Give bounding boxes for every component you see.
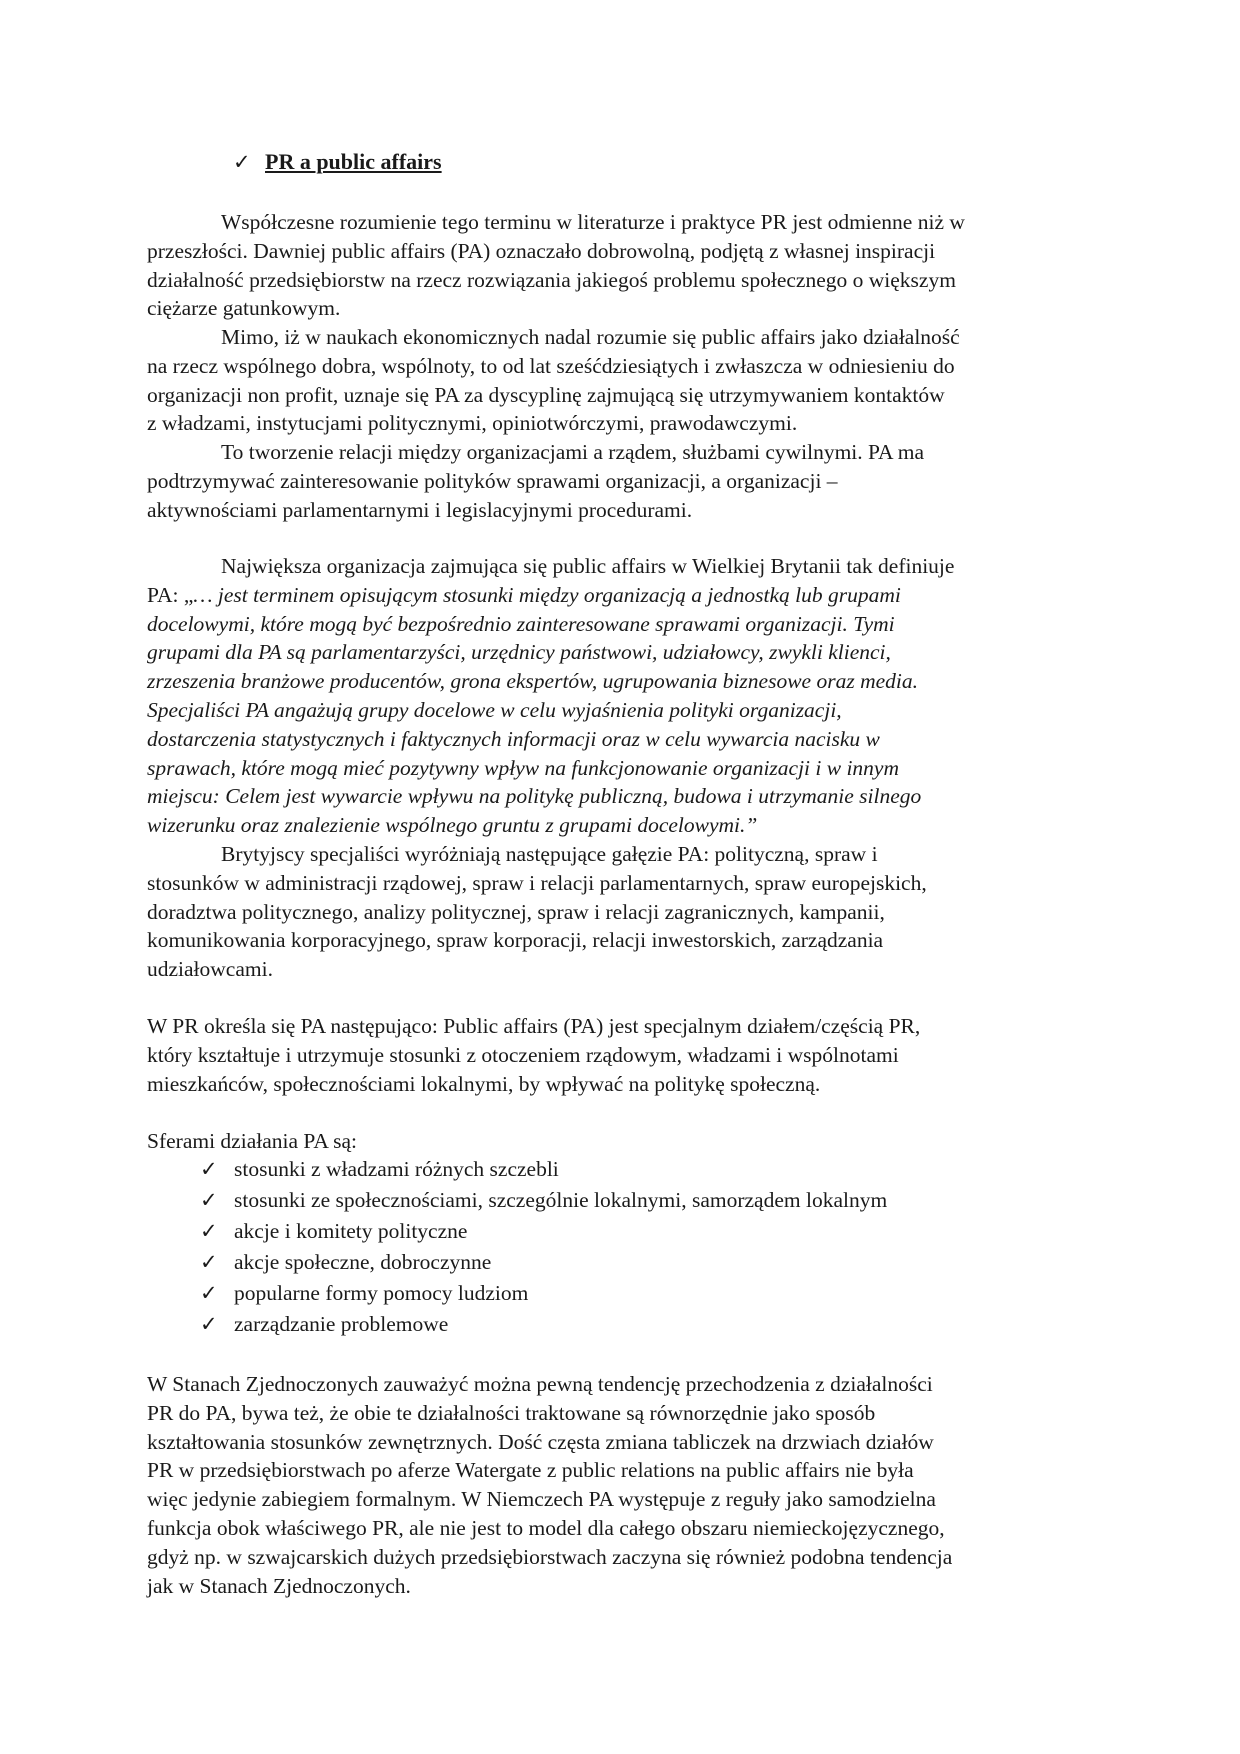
paragraph-2 bbox=[147, 323, 1087, 438]
checkmark-icon: ✓ bbox=[200, 1188, 218, 1212]
list-item bbox=[200, 1155, 1100, 1185]
paragraph-5 bbox=[147, 840, 1087, 984]
text-line: podtrzymywać zainteresowanie polityków sprawami organizacji, a organizacji – bbox=[147, 468, 838, 493]
text-line: przeszłości. Dawniej public affairs (PA) oznaczało dobrowolną, podjętą z własnej inspiracji bbox=[147, 238, 936, 263]
list-item bbox=[200, 1279, 1100, 1309]
text-line: PR w przedsiębiorstwach po aferze Watergate z public relations na public affairs nie była bbox=[147, 1458, 914, 1483]
quote-text: … jest terminem opisującym stosunki między organizacją a jednostką lub grupami bbox=[193, 582, 901, 607]
paragraph-6 bbox=[147, 1012, 1087, 1098]
quote-line: sprawach, które mogą mieć pozytywny wpływ na funkcjonowanie organizacji i w innym bbox=[147, 755, 900, 780]
heading-text: PR a public affairs bbox=[265, 149, 442, 174]
text-line: To tworzenie relacji między organizacjami a rządem, służbami cywilnymi. PA ma bbox=[221, 440, 924, 464]
text-line: gdyż np. w szwajcarskich dużych przedsiębiorstwach zaczyna się również podobna tendencja bbox=[147, 1544, 953, 1569]
text-line: Mimo, iż w naukach ekonomicznych nadal rozumie się public affairs jako działalność bbox=[221, 325, 960, 349]
checkmark-icon: ✓ bbox=[200, 1281, 218, 1305]
quote-line: miejscu: Celem jest wywarcie wpływu na politykę publiczną, budowa i utrzymanie silnego bbox=[147, 784, 922, 809]
text-line: PR do PA, bywa też, że obie te działalności traktowane są równorzędnie jako sposób bbox=[147, 1400, 876, 1425]
list-item-text: stosunki z władzami różnych szczebli bbox=[234, 1157, 559, 1181]
section-heading bbox=[233, 148, 442, 177]
paragraph-1 bbox=[147, 208, 1087, 323]
text-line: W Stanach Zjednoczonych zauważyć można pewną tendencję przechodzenia z działalności bbox=[147, 1372, 933, 1396]
text-line: funkcja obok właściwego PR, ale nie jest to model dla całego obszaru niemieckojęzycznego, bbox=[147, 1515, 945, 1540]
text-line: kształtowania stosunków zewnętrznych. Dość częsta zmiana tabliczek na drzwiach działów bbox=[147, 1429, 934, 1454]
quote-line: wizerunku oraz znalezienie wspólnego gruntu z grupami docelowymi.” bbox=[147, 813, 758, 838]
checkmark-icon: ✓ bbox=[233, 150, 251, 174]
list-item bbox=[200, 1310, 1100, 1340]
text-line: aktywnościami parlamentarnymi i legislacyjnymi procedurami. bbox=[147, 497, 693, 522]
paragraph-4 bbox=[147, 552, 1087, 840]
list-item bbox=[200, 1248, 1100, 1278]
text-line: mieszkańców, społecznościami lokalnymi, by wpływać na politykę społeczną. bbox=[147, 1071, 821, 1096]
text-line: Brytyjscy specjaliści wyróżniają następujące gałęzie PA: polityczną, spraw i bbox=[221, 842, 878, 866]
quote-line: grupami dla PA są parlamentarzyści, urzędnicy państwowi, udziałowcy, zwykli klienci, bbox=[147, 640, 891, 665]
list-item bbox=[200, 1217, 1100, 1247]
quote-prefix: PA: „ bbox=[147, 582, 194, 607]
list-item-text: stosunki ze społecznościami, szczególnie lokalnymi, samorządem lokalnym bbox=[234, 1188, 888, 1212]
text-line: doradztwa politycznego, analizy politycznej, spraw i relacji zagranicznych, kampanii, bbox=[147, 899, 885, 924]
quote-line: zrzeszenia branżowe producentów, grona ekspertów, ugrupowania biznesowe oraz media. bbox=[147, 669, 918, 694]
text-line: organizacji non profit, uznaje się PA za dyscyplinę zajmującą się utrzymywaniem kontaktów bbox=[147, 382, 945, 407]
text-line bbox=[147, 581, 1087, 610]
text-line: W PR określa się PA następująco: Public affairs (PA) jest specjalnym działem/częścią PR, bbox=[147, 1014, 921, 1038]
checkmark-icon: ✓ bbox=[200, 1219, 218, 1243]
list-item-text: akcje i komitety polityczne bbox=[234, 1219, 468, 1243]
quote-line: docelowymi, które mogą być bezpośrednio zainteresowane sprawami organizacji. Tymi bbox=[147, 611, 895, 636]
text-line: więc jedynie zabiegiem formalnym. W Niemczech PA występuje z reguły jako samodzielna bbox=[147, 1487, 936, 1512]
paragraph-3 bbox=[147, 438, 1087, 524]
text-line: na rzecz wspólnego dobra, wspólnoty, to od lat sześćdziesiątych i zwłaszcza w odniesieniu do bbox=[147, 353, 955, 378]
text-line: ciężarze gatunkowym. bbox=[147, 296, 341, 321]
text-line: działalność przedsiębiorstw na rzecz rozwiązania jakiegoś problemu społecznego o większym bbox=[147, 267, 956, 292]
list-item bbox=[200, 1186, 1100, 1216]
text-line: który kształtuje i utrzymuje stosunki z otoczeniem rządowym, władzami i wspólnotami bbox=[147, 1042, 899, 1067]
quote-line: dostarczenia statystycznych i faktycznych informacji oraz w celu wywarcia nacisku w bbox=[147, 726, 880, 751]
checkmark-icon: ✓ bbox=[200, 1312, 218, 1336]
list-item-text: popularne formy pomocy ludziom bbox=[234, 1281, 529, 1305]
text-line: jak w Stanach Zjednoczonych. bbox=[147, 1573, 411, 1598]
text-line: komunikowania korporacyjnego, spraw korporacji, relacji inwestorskich, zarządzania bbox=[147, 928, 884, 953]
list-intro bbox=[147, 1127, 1087, 1156]
text-line: Największa organizacja zajmująca się public affairs w Wielkiej Brytanii tak definiuje bbox=[221, 554, 955, 578]
text-line: Sferami działania PA są: bbox=[147, 1129, 357, 1153]
text-line: udziałowcami. bbox=[147, 957, 273, 982]
text-line: stosunków w administracji rządowej, spraw i relacji parlamentarnych, spraw europejskich, bbox=[147, 870, 927, 895]
text-line: z władzami, instytucjami politycznymi, opiniotwórczymi, prawodawczymi. bbox=[147, 411, 798, 436]
list-item-text: zarządzanie problemowe bbox=[234, 1312, 449, 1336]
text-line: Współczesne rozumienie tego terminu w literaturze i praktyce PR jest odmienne niż w bbox=[221, 210, 965, 234]
checkmark-icon: ✓ bbox=[200, 1157, 218, 1181]
paragraph-7 bbox=[147, 1370, 1087, 1600]
quote-line: Specjaliści PA angażują grupy docelowe w celu wyjaśnienia polityki organizacji, bbox=[147, 697, 842, 722]
checkmark-icon: ✓ bbox=[200, 1250, 218, 1274]
list-item-text: akcje społeczne, dobroczynne bbox=[234, 1250, 492, 1274]
